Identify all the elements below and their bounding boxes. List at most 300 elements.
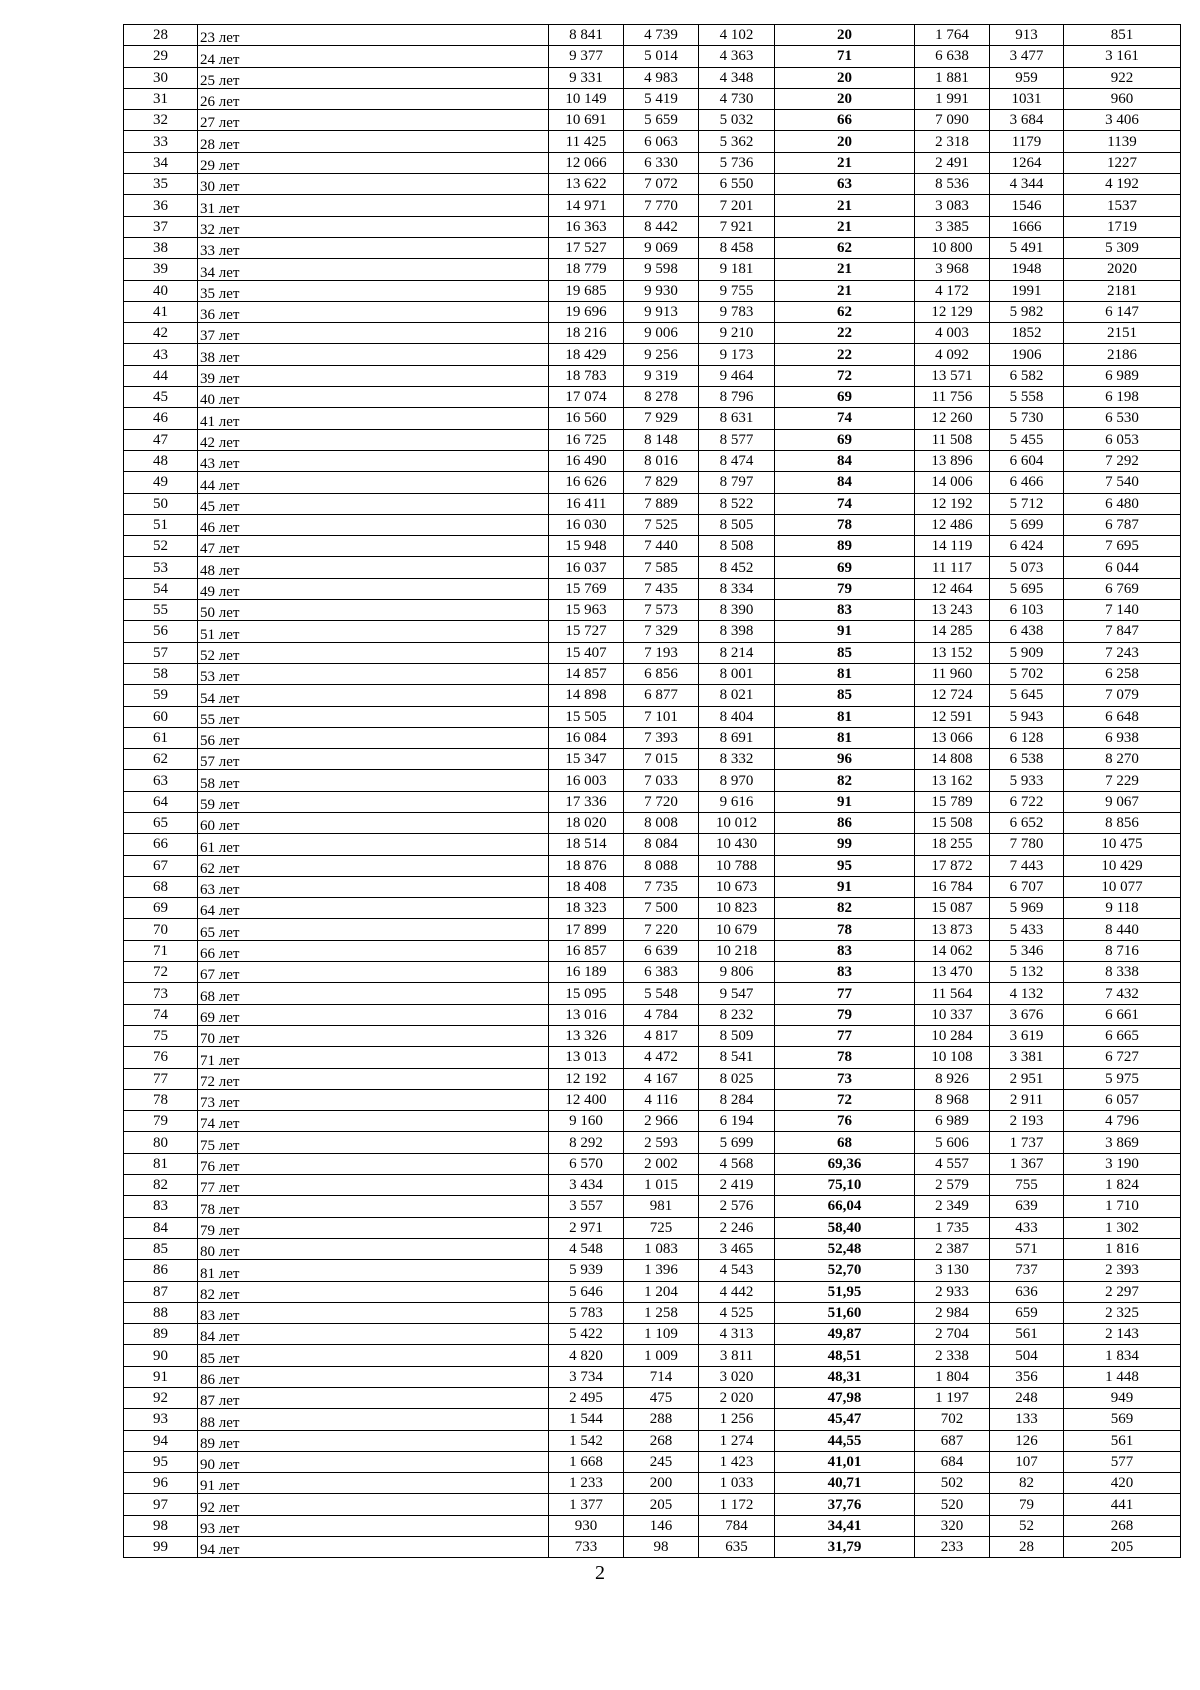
percent-cell: 77	[775, 1025, 915, 1046]
subtotal-cell: 13 162	[915, 770, 990, 791]
percent-cell: 37,76	[775, 1494, 915, 1515]
female-cell: 5 699	[699, 1132, 775, 1153]
table-row	[124, 1217, 1181, 1238]
sub-male-cell: 6 438	[990, 621, 1064, 642]
male-cell: 7 735	[624, 876, 699, 897]
sub-female-cell: 8 338	[1064, 962, 1181, 983]
female-cell: 1 256	[699, 1409, 775, 1430]
row-number-cell: 46	[124, 408, 198, 429]
male-cell: 7 440	[624, 536, 699, 557]
male-cell: 6 383	[624, 962, 699, 983]
percent-cell: 74	[775, 493, 915, 514]
age-cell: 80 лет	[198, 1238, 549, 1259]
total-cell: 1 233	[549, 1473, 624, 1494]
sub-female-cell: 6 648	[1064, 706, 1181, 727]
male-cell: 7 829	[624, 472, 699, 493]
table-row	[124, 706, 1181, 727]
table-row	[124, 1537, 1181, 1558]
table-row	[124, 195, 1181, 216]
total-cell: 15 769	[549, 578, 624, 599]
age-cell: 24 лет	[198, 46, 549, 67]
subtotal-cell: 15 087	[915, 898, 990, 919]
total-cell: 15 505	[549, 706, 624, 727]
percent-cell: 91	[775, 876, 915, 897]
sub-male-cell: 52	[990, 1515, 1064, 1536]
sub-male-cell: 6 707	[990, 876, 1064, 897]
percent-cell: 51,95	[775, 1281, 915, 1302]
male-cell: 4 983	[624, 67, 699, 88]
age-cell: 90 лет	[198, 1451, 549, 1472]
female-cell: 9 547	[699, 983, 775, 1004]
age-cell: 73 лет	[198, 1089, 549, 1110]
total-cell: 5 422	[549, 1324, 624, 1345]
row-number-cell: 35	[124, 174, 198, 195]
female-cell: 4 543	[699, 1260, 775, 1281]
age-cell: 72 лет	[198, 1068, 549, 1089]
table-row	[124, 1153, 1181, 1174]
age-cell: 48 лет	[198, 557, 549, 578]
row-number-cell: 81	[124, 1153, 198, 1174]
sub-female-cell: 2 393	[1064, 1260, 1181, 1281]
sub-male-cell: 659	[990, 1302, 1064, 1323]
percent-cell: 21	[775, 259, 915, 280]
subtotal-cell: 8 968	[915, 1089, 990, 1110]
age-cell: 29 лет	[198, 152, 549, 173]
table-row	[124, 876, 1181, 897]
age-cell: 42 лет	[198, 429, 549, 450]
sub-female-cell: 6 769	[1064, 578, 1181, 599]
sub-male-cell: 28	[990, 1537, 1064, 1558]
percent-cell: 22	[775, 344, 915, 365]
age-cell: 27 лет	[198, 110, 549, 131]
sub-female-cell: 577	[1064, 1451, 1181, 1472]
total-cell: 2 971	[549, 1217, 624, 1238]
sub-female-cell: 6 530	[1064, 408, 1181, 429]
table-row	[124, 280, 1181, 301]
table-row	[124, 493, 1181, 514]
subtotal-cell: 320	[915, 1515, 990, 1536]
table-row	[124, 1196, 1181, 1217]
age-cell: 91 лет	[198, 1473, 549, 1494]
sub-female-cell: 8 440	[1064, 919, 1181, 940]
total-cell: 10 149	[549, 88, 624, 109]
total-cell: 9 331	[549, 67, 624, 88]
sub-male-cell: 561	[990, 1324, 1064, 1345]
subtotal-cell: 233	[915, 1537, 990, 1558]
row-number-cell: 56	[124, 621, 198, 642]
total-cell: 16 003	[549, 770, 624, 791]
total-cell: 13 013	[549, 1047, 624, 1068]
percent-cell: 89	[775, 536, 915, 557]
row-number-cell: 38	[124, 237, 198, 258]
row-number-cell: 61	[124, 727, 198, 748]
subtotal-cell: 1 197	[915, 1388, 990, 1409]
row-number-cell: 59	[124, 685, 198, 706]
female-cell: 2 419	[699, 1175, 775, 1196]
total-cell: 18 783	[549, 365, 624, 386]
table-row	[124, 621, 1181, 642]
subtotal-cell: 13 470	[915, 962, 990, 983]
row-number-cell: 44	[124, 365, 198, 386]
sub-male-cell: 1031	[990, 88, 1064, 109]
male-cell: 7 033	[624, 770, 699, 791]
sub-male-cell: 7 780	[990, 834, 1064, 855]
sub-female-cell: 6 938	[1064, 727, 1181, 748]
age-cell: 49 лет	[198, 578, 549, 599]
row-number-cell: 93	[124, 1409, 198, 1430]
total-cell: 15 727	[549, 621, 624, 642]
page-number: 2	[595, 1562, 605, 1584]
sub-female-cell: 8 716	[1064, 940, 1181, 961]
row-number-cell: 31	[124, 88, 198, 109]
total-cell: 15 963	[549, 600, 624, 621]
sub-female-cell: 268	[1064, 1515, 1181, 1536]
male-cell: 1 204	[624, 1281, 699, 1302]
percent-cell: 21	[775, 280, 915, 301]
sub-female-cell: 6 480	[1064, 493, 1181, 514]
percent-cell: 48,31	[775, 1366, 915, 1387]
table-row	[124, 1302, 1181, 1323]
female-cell: 8 214	[699, 642, 775, 663]
sub-male-cell: 913	[990, 25, 1064, 46]
subtotal-cell: 2 318	[915, 131, 990, 152]
subtotal-cell: 3 385	[915, 216, 990, 237]
percent-cell: 49,87	[775, 1324, 915, 1345]
female-cell: 8 452	[699, 557, 775, 578]
total-cell: 6 570	[549, 1153, 624, 1174]
sub-female-cell: 7 540	[1064, 472, 1181, 493]
female-cell: 8 390	[699, 600, 775, 621]
subtotal-cell: 14 062	[915, 940, 990, 961]
sub-male-cell: 1179	[990, 131, 1064, 152]
sub-male-cell: 3 619	[990, 1025, 1064, 1046]
sub-male-cell: 5 909	[990, 642, 1064, 663]
sub-female-cell: 1719	[1064, 216, 1181, 237]
percent-cell: 84	[775, 472, 915, 493]
table-row	[124, 88, 1181, 109]
female-cell: 4 442	[699, 1281, 775, 1302]
sub-female-cell: 1 302	[1064, 1217, 1181, 1238]
female-cell: 2 246	[699, 1217, 775, 1238]
row-number-cell: 33	[124, 131, 198, 152]
table-row	[124, 301, 1181, 322]
sub-female-cell: 5 309	[1064, 237, 1181, 258]
total-cell: 1 668	[549, 1451, 624, 1472]
age-cell: 51 лет	[198, 621, 549, 642]
subtotal-cell: 687	[915, 1430, 990, 1451]
age-cell: 71 лет	[198, 1047, 549, 1068]
male-cell: 725	[624, 1217, 699, 1238]
row-number-cell: 80	[124, 1132, 198, 1153]
percent-cell: 52,70	[775, 1260, 915, 1281]
age-cell: 59 лет	[198, 791, 549, 812]
percent-cell: 66	[775, 110, 915, 131]
female-cell: 5 032	[699, 110, 775, 131]
sub-male-cell: 2 951	[990, 1068, 1064, 1089]
sub-male-cell: 82	[990, 1473, 1064, 1494]
sub-male-cell: 5 712	[990, 493, 1064, 514]
sub-male-cell: 3 477	[990, 46, 1064, 67]
percent-cell: 79	[775, 578, 915, 599]
sub-female-cell: 6 989	[1064, 365, 1181, 386]
sub-female-cell: 3 161	[1064, 46, 1181, 67]
male-cell: 8 148	[624, 429, 699, 450]
sub-female-cell: 8 270	[1064, 749, 1181, 770]
male-cell: 245	[624, 1451, 699, 1472]
row-number-cell: 72	[124, 962, 198, 983]
sub-female-cell: 3 406	[1064, 110, 1181, 131]
table-row	[124, 919, 1181, 940]
total-cell: 16 084	[549, 727, 624, 748]
row-number-cell: 40	[124, 280, 198, 301]
male-cell: 5 659	[624, 110, 699, 131]
population-table-sheet	[123, 24, 1180, 1558]
total-cell: 18 020	[549, 812, 624, 833]
table-row	[124, 1388, 1181, 1409]
percent-cell: 79	[775, 1004, 915, 1025]
male-cell: 2 593	[624, 1132, 699, 1153]
male-cell: 4 739	[624, 25, 699, 46]
age-cell: 44 лет	[198, 472, 549, 493]
age-cell: 39 лет	[198, 365, 549, 386]
table-row	[124, 855, 1181, 876]
percent-cell: 20	[775, 88, 915, 109]
sub-female-cell: 2 325	[1064, 1302, 1181, 1323]
table-row	[124, 46, 1181, 67]
female-cell: 4 525	[699, 1302, 775, 1323]
sub-female-cell: 7 243	[1064, 642, 1181, 663]
female-cell: 9 210	[699, 323, 775, 344]
row-number-cell: 60	[124, 706, 198, 727]
age-cell: 77 лет	[198, 1175, 549, 1196]
age-cell: 38 лет	[198, 344, 549, 365]
age-cell: 67 лет	[198, 962, 549, 983]
age-cell: 93 лет	[198, 1515, 549, 1536]
female-cell: 8 691	[699, 727, 775, 748]
table-row	[124, 408, 1181, 429]
female-cell: 4 348	[699, 67, 775, 88]
table-row	[124, 791, 1181, 812]
age-cell: 37 лет	[198, 323, 549, 344]
female-cell: 3 020	[699, 1366, 775, 1387]
total-cell: 18 876	[549, 855, 624, 876]
table-row	[124, 450, 1181, 471]
percent-cell: 69	[775, 387, 915, 408]
sub-male-cell: 1546	[990, 195, 1064, 216]
subtotal-cell: 13 243	[915, 600, 990, 621]
male-cell: 7 393	[624, 727, 699, 748]
row-number-cell: 85	[124, 1238, 198, 1259]
female-cell: 8 541	[699, 1047, 775, 1068]
row-number-cell: 78	[124, 1089, 198, 1110]
total-cell: 15 948	[549, 536, 624, 557]
row-number-cell: 36	[124, 195, 198, 216]
sub-female-cell: 9 118	[1064, 898, 1181, 919]
row-number-cell: 47	[124, 429, 198, 450]
female-cell: 1 033	[699, 1473, 775, 1494]
sub-male-cell: 133	[990, 1409, 1064, 1430]
age-cell: 92 лет	[198, 1494, 549, 1515]
female-cell: 7 201	[699, 195, 775, 216]
table-row	[124, 152, 1181, 173]
total-cell: 16 037	[549, 557, 624, 578]
sub-male-cell: 5 982	[990, 301, 1064, 322]
subtotal-cell: 14 285	[915, 621, 990, 642]
subtotal-cell: 1 735	[915, 1217, 990, 1238]
age-cell: 64 лет	[198, 898, 549, 919]
total-cell: 16 189	[549, 962, 624, 983]
female-cell: 8 025	[699, 1068, 775, 1089]
row-number-cell: 99	[124, 1537, 198, 1558]
subtotal-cell: 11 508	[915, 429, 990, 450]
female-cell: 4 102	[699, 25, 775, 46]
subtotal-cell: 4 003	[915, 323, 990, 344]
subtotal-cell: 18 255	[915, 834, 990, 855]
age-cell: 31 лет	[198, 195, 549, 216]
subtotal-cell: 2 387	[915, 1238, 990, 1259]
row-number-cell: 67	[124, 855, 198, 876]
age-cell: 87 лет	[198, 1388, 549, 1409]
female-cell: 8 797	[699, 472, 775, 493]
subtotal-cell: 8 536	[915, 174, 990, 195]
subtotal-cell: 14 808	[915, 749, 990, 770]
sub-female-cell: 7 292	[1064, 450, 1181, 471]
row-number-cell: 49	[124, 472, 198, 493]
subtotal-cell: 520	[915, 1494, 990, 1515]
total-cell: 12 192	[549, 1068, 624, 1089]
male-cell: 2 966	[624, 1111, 699, 1132]
male-cell: 6 330	[624, 152, 699, 173]
male-cell: 7 573	[624, 600, 699, 621]
male-cell: 4 116	[624, 1089, 699, 1110]
subtotal-cell: 1 764	[915, 25, 990, 46]
female-cell: 6 194	[699, 1111, 775, 1132]
age-cell: 84 лет	[198, 1324, 549, 1345]
sub-male-cell: 1991	[990, 280, 1064, 301]
total-cell: 18 429	[549, 344, 624, 365]
sub-female-cell: 1 824	[1064, 1175, 1181, 1196]
row-number-cell: 73	[124, 983, 198, 1004]
percent-cell: 40,71	[775, 1473, 915, 1494]
male-cell: 9 598	[624, 259, 699, 280]
row-number-cell: 37	[124, 216, 198, 237]
total-cell: 15 095	[549, 983, 624, 1004]
subtotal-cell: 3 130	[915, 1260, 990, 1281]
female-cell: 3 465	[699, 1238, 775, 1259]
percent-cell: 20	[775, 131, 915, 152]
total-cell: 8 841	[549, 25, 624, 46]
female-cell: 9 181	[699, 259, 775, 280]
sub-female-cell: 6 258	[1064, 663, 1181, 684]
table-row	[124, 1515, 1181, 1536]
sub-male-cell: 5 699	[990, 514, 1064, 535]
subtotal-cell: 1 991	[915, 88, 990, 109]
male-cell: 9 256	[624, 344, 699, 365]
row-number-cell: 95	[124, 1451, 198, 1472]
percent-cell: 20	[775, 25, 915, 46]
female-cell: 8 001	[699, 663, 775, 684]
percent-cell: 83	[775, 940, 915, 961]
table-row	[124, 1111, 1181, 1132]
row-number-cell: 30	[124, 67, 198, 88]
row-number-cell: 63	[124, 770, 198, 791]
table-row	[124, 834, 1181, 855]
female-cell: 1 172	[699, 1494, 775, 1515]
male-cell: 7 929	[624, 408, 699, 429]
sub-male-cell: 5 933	[990, 770, 1064, 791]
row-number-cell: 68	[124, 876, 198, 897]
total-cell: 5 939	[549, 1260, 624, 1281]
age-cell: 60 лет	[198, 812, 549, 833]
age-cell: 40 лет	[198, 387, 549, 408]
row-number-cell: 42	[124, 323, 198, 344]
male-cell: 7 329	[624, 621, 699, 642]
subtotal-cell: 13 896	[915, 450, 990, 471]
sub-male-cell: 6 466	[990, 472, 1064, 493]
male-cell: 7 015	[624, 749, 699, 770]
female-cell: 8 332	[699, 749, 775, 770]
total-cell: 4 820	[549, 1345, 624, 1366]
sub-male-cell: 5 969	[990, 898, 1064, 919]
subtotal-cell: 11 960	[915, 663, 990, 684]
female-cell: 10 823	[699, 898, 775, 919]
percent-cell: 71	[775, 46, 915, 67]
sub-male-cell: 248	[990, 1388, 1064, 1409]
sub-female-cell: 1139	[1064, 131, 1181, 152]
population-table	[123, 24, 1181, 1558]
female-cell: 8 398	[699, 621, 775, 642]
male-cell: 205	[624, 1494, 699, 1515]
sub-female-cell: 851	[1064, 25, 1181, 46]
row-number-cell: 29	[124, 46, 198, 67]
age-cell: 33 лет	[198, 237, 549, 258]
sub-female-cell: 569	[1064, 1409, 1181, 1430]
female-cell: 8 970	[699, 770, 775, 791]
table-row	[124, 1047, 1181, 1068]
total-cell: 16 626	[549, 472, 624, 493]
female-cell: 10 788	[699, 855, 775, 876]
male-cell: 2 002	[624, 1153, 699, 1174]
sub-female-cell: 7 229	[1064, 770, 1181, 791]
age-cell: 45 лет	[198, 493, 549, 514]
male-cell: 8 278	[624, 387, 699, 408]
table-row	[124, 727, 1181, 748]
age-cell: 46 лет	[198, 514, 549, 535]
percent-cell: 95	[775, 855, 915, 876]
table-row	[124, 1025, 1181, 1046]
percent-cell: 72	[775, 365, 915, 386]
total-cell: 16 490	[549, 450, 624, 471]
row-number-cell: 32	[124, 110, 198, 131]
sub-male-cell: 5 730	[990, 408, 1064, 429]
sub-male-cell: 1264	[990, 152, 1064, 173]
total-cell: 15 407	[549, 642, 624, 663]
percent-cell: 75,10	[775, 1175, 915, 1196]
table-row	[124, 1409, 1181, 1430]
percent-cell: 34,41	[775, 1515, 915, 1536]
table-row	[124, 1238, 1181, 1259]
age-cell: 30 лет	[198, 174, 549, 195]
row-number-cell: 82	[124, 1175, 198, 1196]
percent-cell: 69	[775, 429, 915, 450]
female-cell: 7 921	[699, 216, 775, 237]
sub-male-cell: 5 455	[990, 429, 1064, 450]
total-cell: 1 542	[549, 1430, 624, 1451]
percent-cell: 86	[775, 812, 915, 833]
female-cell: 9 755	[699, 280, 775, 301]
table-row	[124, 323, 1181, 344]
age-cell: 50 лет	[198, 600, 549, 621]
